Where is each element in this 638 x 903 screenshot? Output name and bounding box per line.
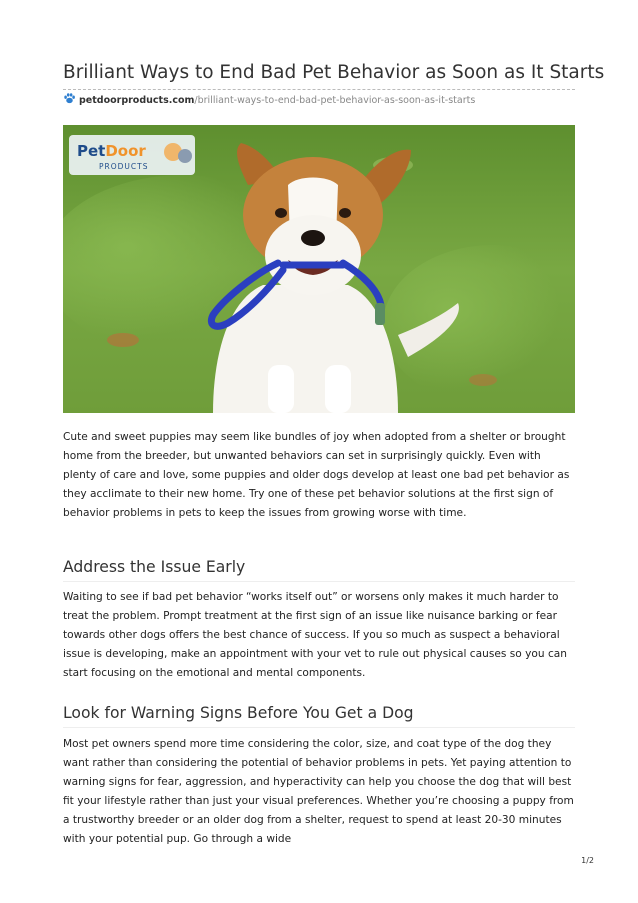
title-divider <box>63 89 575 90</box>
section-paragraph-warning-signs: Most pet owners spend more time considering the color, size, and coat type of the dog they want rather than considering the potential of behavior problems in pets. Yet paying attention to warning signs for fear, aggression, and hyperactivity can help you choose the dog that will best fit your lifestyle rather than just your visual preferences. Whether you’re choosing a puppy from a trustworthy breeder or an older dog from a shelter, request to spend at least 20-30 minutes with your potential pup. Go through a wide <box>63 738 574 845</box>
heading-divider <box>63 581 575 582</box>
article-title: Brilliant Ways to End Bad Pet Behavior as Soon as It Starts <box>63 62 605 83</box>
section-heading-address-issue: Address the Issue Early <box>63 558 246 576</box>
svg-text:PRODUCTS: PRODUCTS <box>99 162 149 171</box>
intro-paragraph: Cute and sweet puppies may seem like bundles of joy when adopted from a shelter or brought home from the breeder, but unwanted behaviors can set in surprisingly quickly. Even with plenty of care and love, some puppies and older dogs develop at least one bad pet behavior as they acclimate to their new home. Try one of these pet behavior solutions at the first sign of behavior problems in pets to keep the issues from growing worse with time. <box>63 431 570 519</box>
source-path: /brilliant-ways-to-end-bad-pet-behavior-as-soon-as-it-starts <box>194 95 476 106</box>
heading-divider <box>63 727 575 728</box>
dog-with-leash-photo <box>63 125 575 413</box>
source-line <box>63 92 575 108</box>
source-link[interactable] <box>79 95 475 106</box>
section-heading-warning-signs: Look for Warning Signs Before You Get a Dog <box>63 704 414 722</box>
hero-image <box>63 125 575 413</box>
paw-icon <box>63 92 76 105</box>
page-number: 1/2 <box>581 856 594 865</box>
source-domain: petdoorproducts.com <box>79 95 195 106</box>
section-paragraph-address-issue: Waiting to see if bad pet behavior “works itself out” or worsens only makes it much harder to treat the problem. Prompt treatment at the first sign of an issue like nuisance barking or fear towards other dogs offers the best chance of success. If you so much as suspect a behavioral issue is developing, make an appointment with your vet to rule out physical causes so you can start focusing on the emotional and mental components. <box>63 591 567 679</box>
svg-text:PetDoor: PetDoor <box>77 142 146 160</box>
